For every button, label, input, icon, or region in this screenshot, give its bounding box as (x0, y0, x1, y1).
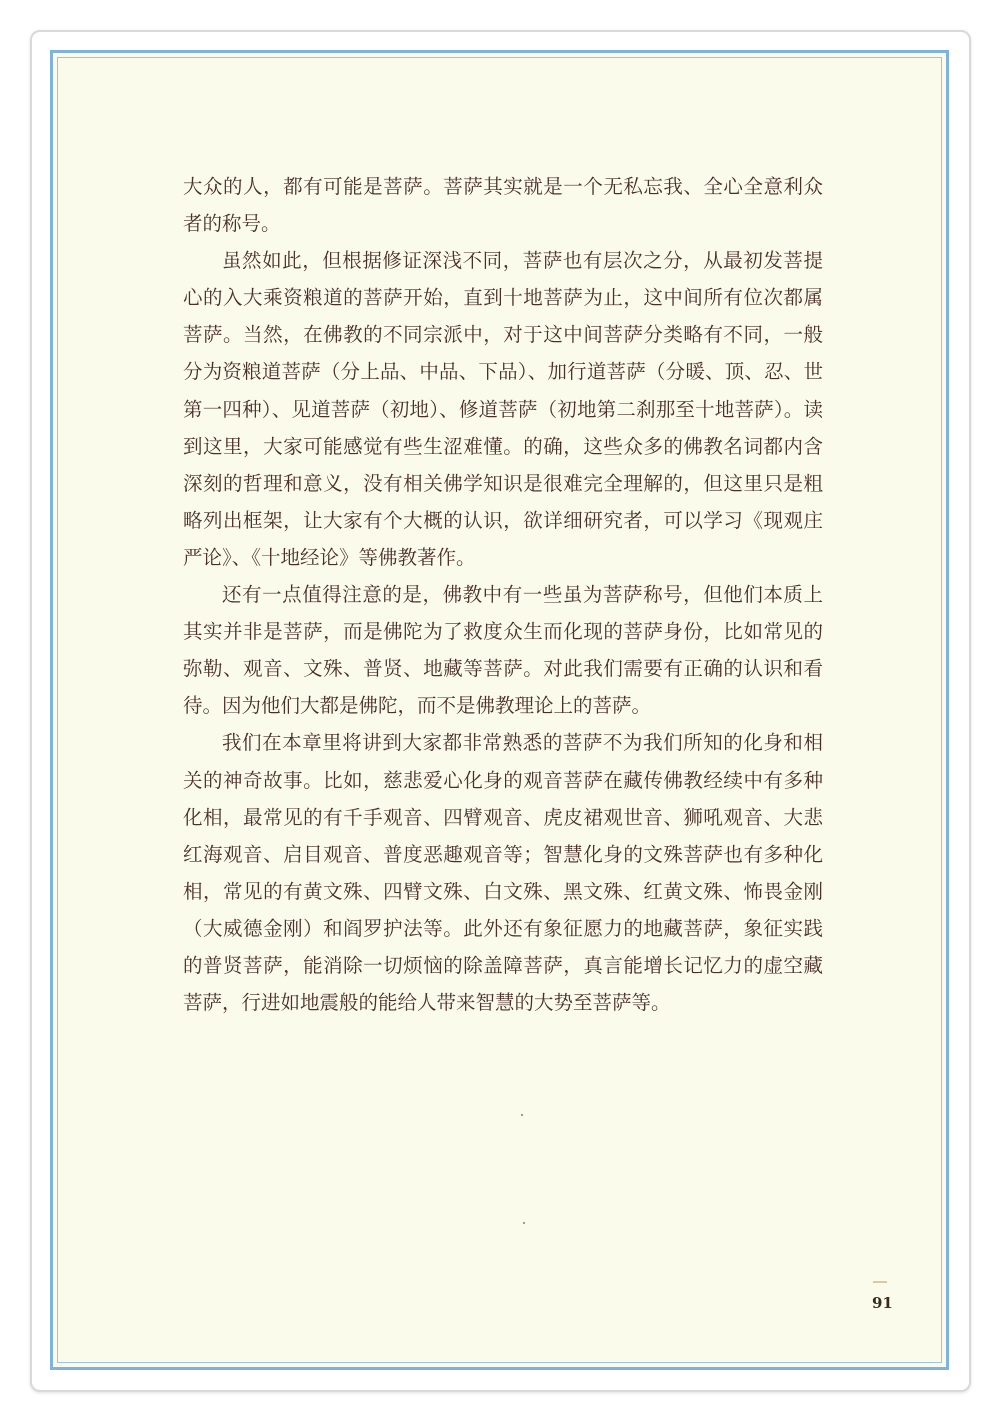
paragraph-1: 大众的人，都有可能是菩萨。菩萨其实就是一个无私忘我、全心全意利众者的称号。 (183, 175, 823, 236)
paragraph-4: 我们在本章里将讲到大家都非常熟悉的菩萨不为我们所知的化身和相关的神奇故事。比如，慈悲爱心化身的观音菩萨在藏传佛教经续中有多种化相，最常见的有千手观音、四臂观音、虎皮裙观世音、狮吼观音、大悲红海观音、启目观音、普度恶趣观音等；智慧化身的文殊菩萨也有多种化相，常见的有黄文殊、四臂文殊、白文殊、黑文殊、红黄文殊、怖畏金刚（大威德金刚）和阎罗护法等。此外还有象征愿力的地藏菩萨，象征实践的普贤菩萨，能消除一切烦恼的除盖障菩萨，真言能增长记忆力的虚空藏菩萨，行进如地震般的能给人带来智慧的大势至菩萨等。 (183, 731, 823, 1015)
paragraph-3: 还有一点值得注意的是，佛教中有一些虽为菩萨称号，但他们本质上其实并非是菩萨，而是佛陀为了救度众生而化现的菩萨身份，比如常见的弥勒、观音、文殊、普贤、地藏等菩萨。对此我们需要有正确的认识和看待。因为他们大都是佛陀，而不是佛教理论上的菩萨。 (183, 583, 823, 718)
paper-speck (523, 1222, 525, 1224)
paper-speck (521, 1114, 523, 1116)
page-number-ornament (873, 1281, 887, 1283)
page-number: 91 (872, 1294, 893, 1312)
paragraph-2: 虽然如此，但根据修证深浅不同，菩萨也有层次之分，从最初发菩提心的入大乘资粮道的菩萨开始，直到十地菩萨为止，这中间所有位次都属菩萨。当然，在佛教的不同宗派中，对于这中间菩萨分类略有不同，一般分为资粮道菩萨（分上品、中品、下品）、加行道菩萨（分暖、顶、忍、世第一四种）、见道菩萨（初地）、修道菩萨（初地第二刹那至十地菩萨）。读到这里，大家可能感觉有些生涩难懂。的确，这些众多的佛教名词都内含深刻的哲理和意义，没有相关佛学知识是很难完全理解的，但这里只是粗略列出框架，让大家有个大概的认识，欲详细研究者，可以学习《现观庄严论》、《十地经论》等佛教著作。 (183, 249, 823, 569)
body-text (183, 168, 823, 1021)
